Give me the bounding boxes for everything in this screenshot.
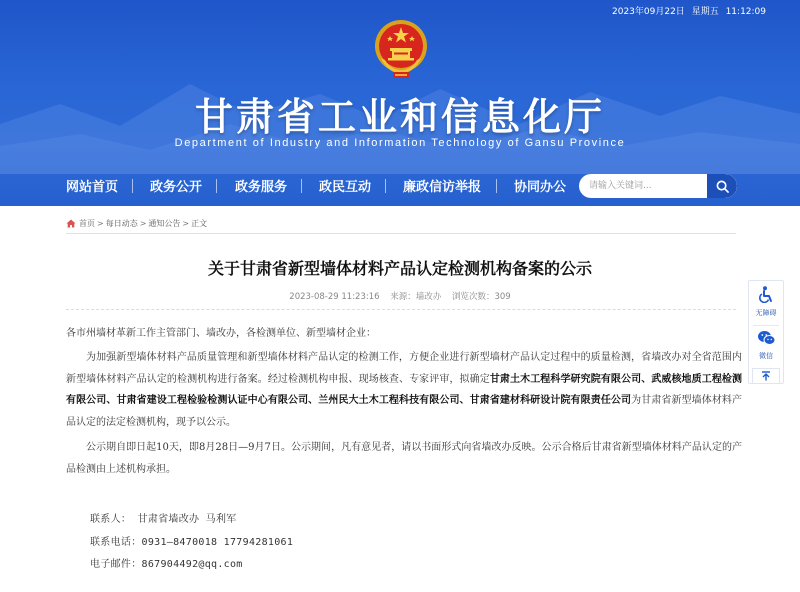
breadcrumb-notices[interactable]: 通知公告 <box>148 219 181 228</box>
paragraph-text: 为加强新型墙体材料产品质量管理和新型墙体材料产品认定的检测工作，方便企业进行新型墙材产品认定过程中的质量检测，省墙改办对全省范围内新型墙体材料产品认定的检测机构进行备案。经过检测机构申报、现场核查、专家评审，拟确定 <box>66 352 742 385</box>
nav-separator <box>301 179 302 193</box>
search-input[interactable] <box>579 174 707 198</box>
back-to-top-button[interactable] <box>752 368 780 384</box>
paragraph-text: 为甘肃省新型墙体材料产品认定的法定检测机构，现予以公示。 <box>66 395 743 428</box>
breadcrumb <box>66 218 207 229</box>
header-datetime <box>608 4 766 17</box>
search-button[interactable] <box>707 174 737 198</box>
article-meta <box>0 290 800 302</box>
breadcrumb-current: 正文 <box>191 219 208 228</box>
article-paragraph-main <box>66 347 742 433</box>
nav-item-home[interactable]: 网站首页 <box>66 180 119 195</box>
header-date: 2023年09月22日 <box>612 7 685 17</box>
nav-separator <box>496 179 497 193</box>
nav-separator <box>216 179 217 193</box>
institution-list: 甘肃土木工程科学研究院有限公司、武威核地质工程检测有限公司、甘肃省建设工程检验检测认证中心有限公司、兰州民大土木工程科技有限公司、甘肃省建材科研设计院有限责任公司 <box>66 373 743 406</box>
nav-item-gov-service[interactable]: 政务服务 <box>235 180 288 195</box>
wechat-icon <box>757 330 776 346</box>
breadcrumb-daily-news[interactable]: 每日动态 <box>105 219 138 228</box>
contact-email: 电子邮件：867904492@qq.com <box>90 559 243 570</box>
article-title: 关于甘肃省新型墙体材料产品认定检测机构备案的公示 <box>207 259 592 278</box>
search-icon <box>716 180 729 193</box>
contact-person: 联系人： 甘肃省墙改办 马利军 <box>90 514 237 525</box>
nav-item-report[interactable]: 廉政信访举报 <box>403 180 482 195</box>
breadcrumb-home[interactable]: 首页 <box>79 219 95 228</box>
arrow-up-icon <box>761 371 771 381</box>
header-weekday: 星期五 <box>691 7 719 17</box>
breadcrumb-divider <box>66 233 736 234</box>
accessibility-icon <box>758 286 774 303</box>
nav-separator <box>132 179 133 193</box>
article-source: 来源：墙改办 <box>390 292 442 302</box>
accessibility-button[interactable] <box>749 286 783 318</box>
site-title: 甘肃省工业和信息化厅 <box>194 95 605 139</box>
search-box <box>579 174 737 198</box>
contact-phone: 联系电话：0931—8470018 17794281061 <box>90 537 294 548</box>
accessibility-label: 无障碍 <box>755 309 777 317</box>
wechat-label: 微信 <box>759 352 773 360</box>
article-datetime: 2023-08-29 11:23:16 <box>289 292 380 302</box>
nav-item-interaction[interactable]: 政民互动 <box>319 180 372 195</box>
national-emblem-icon <box>373 18 429 80</box>
nav-item-office[interactable]: 协同办公 <box>514 180 567 195</box>
article-salutation: 各市州墙材革新工作主管部门、墙改办，各检测单位、新型墙材企业： <box>66 328 376 339</box>
breadcrumb-separator: > <box>182 219 190 228</box>
side-divider <box>753 325 779 326</box>
article-paragraph-period: 公示期自即日起10天，即8月28日—9月7日。公示期间，凡有意见者，请以书面形式向省墙改办反映。公示合格后甘肃省新型墙体材料产品认定的产品检测由上述机构承担。 <box>66 442 742 475</box>
meta-divider <box>66 309 736 310</box>
article-views: 浏览次数：309 <box>451 292 511 302</box>
home-icon <box>66 219 76 228</box>
wechat-button[interactable] <box>749 330 783 361</box>
nav-separator <box>385 179 386 193</box>
header-time: 11:12:09 <box>725 7 766 17</box>
breadcrumb-separator: > <box>139 219 147 228</box>
site-subtitle: Department of Industry and Information Technology of Gansu Province <box>174 137 626 149</box>
nav-item-gov-info[interactable]: 政务公开 <box>150 180 203 195</box>
breadcrumb-separator: > <box>97 219 104 228</box>
